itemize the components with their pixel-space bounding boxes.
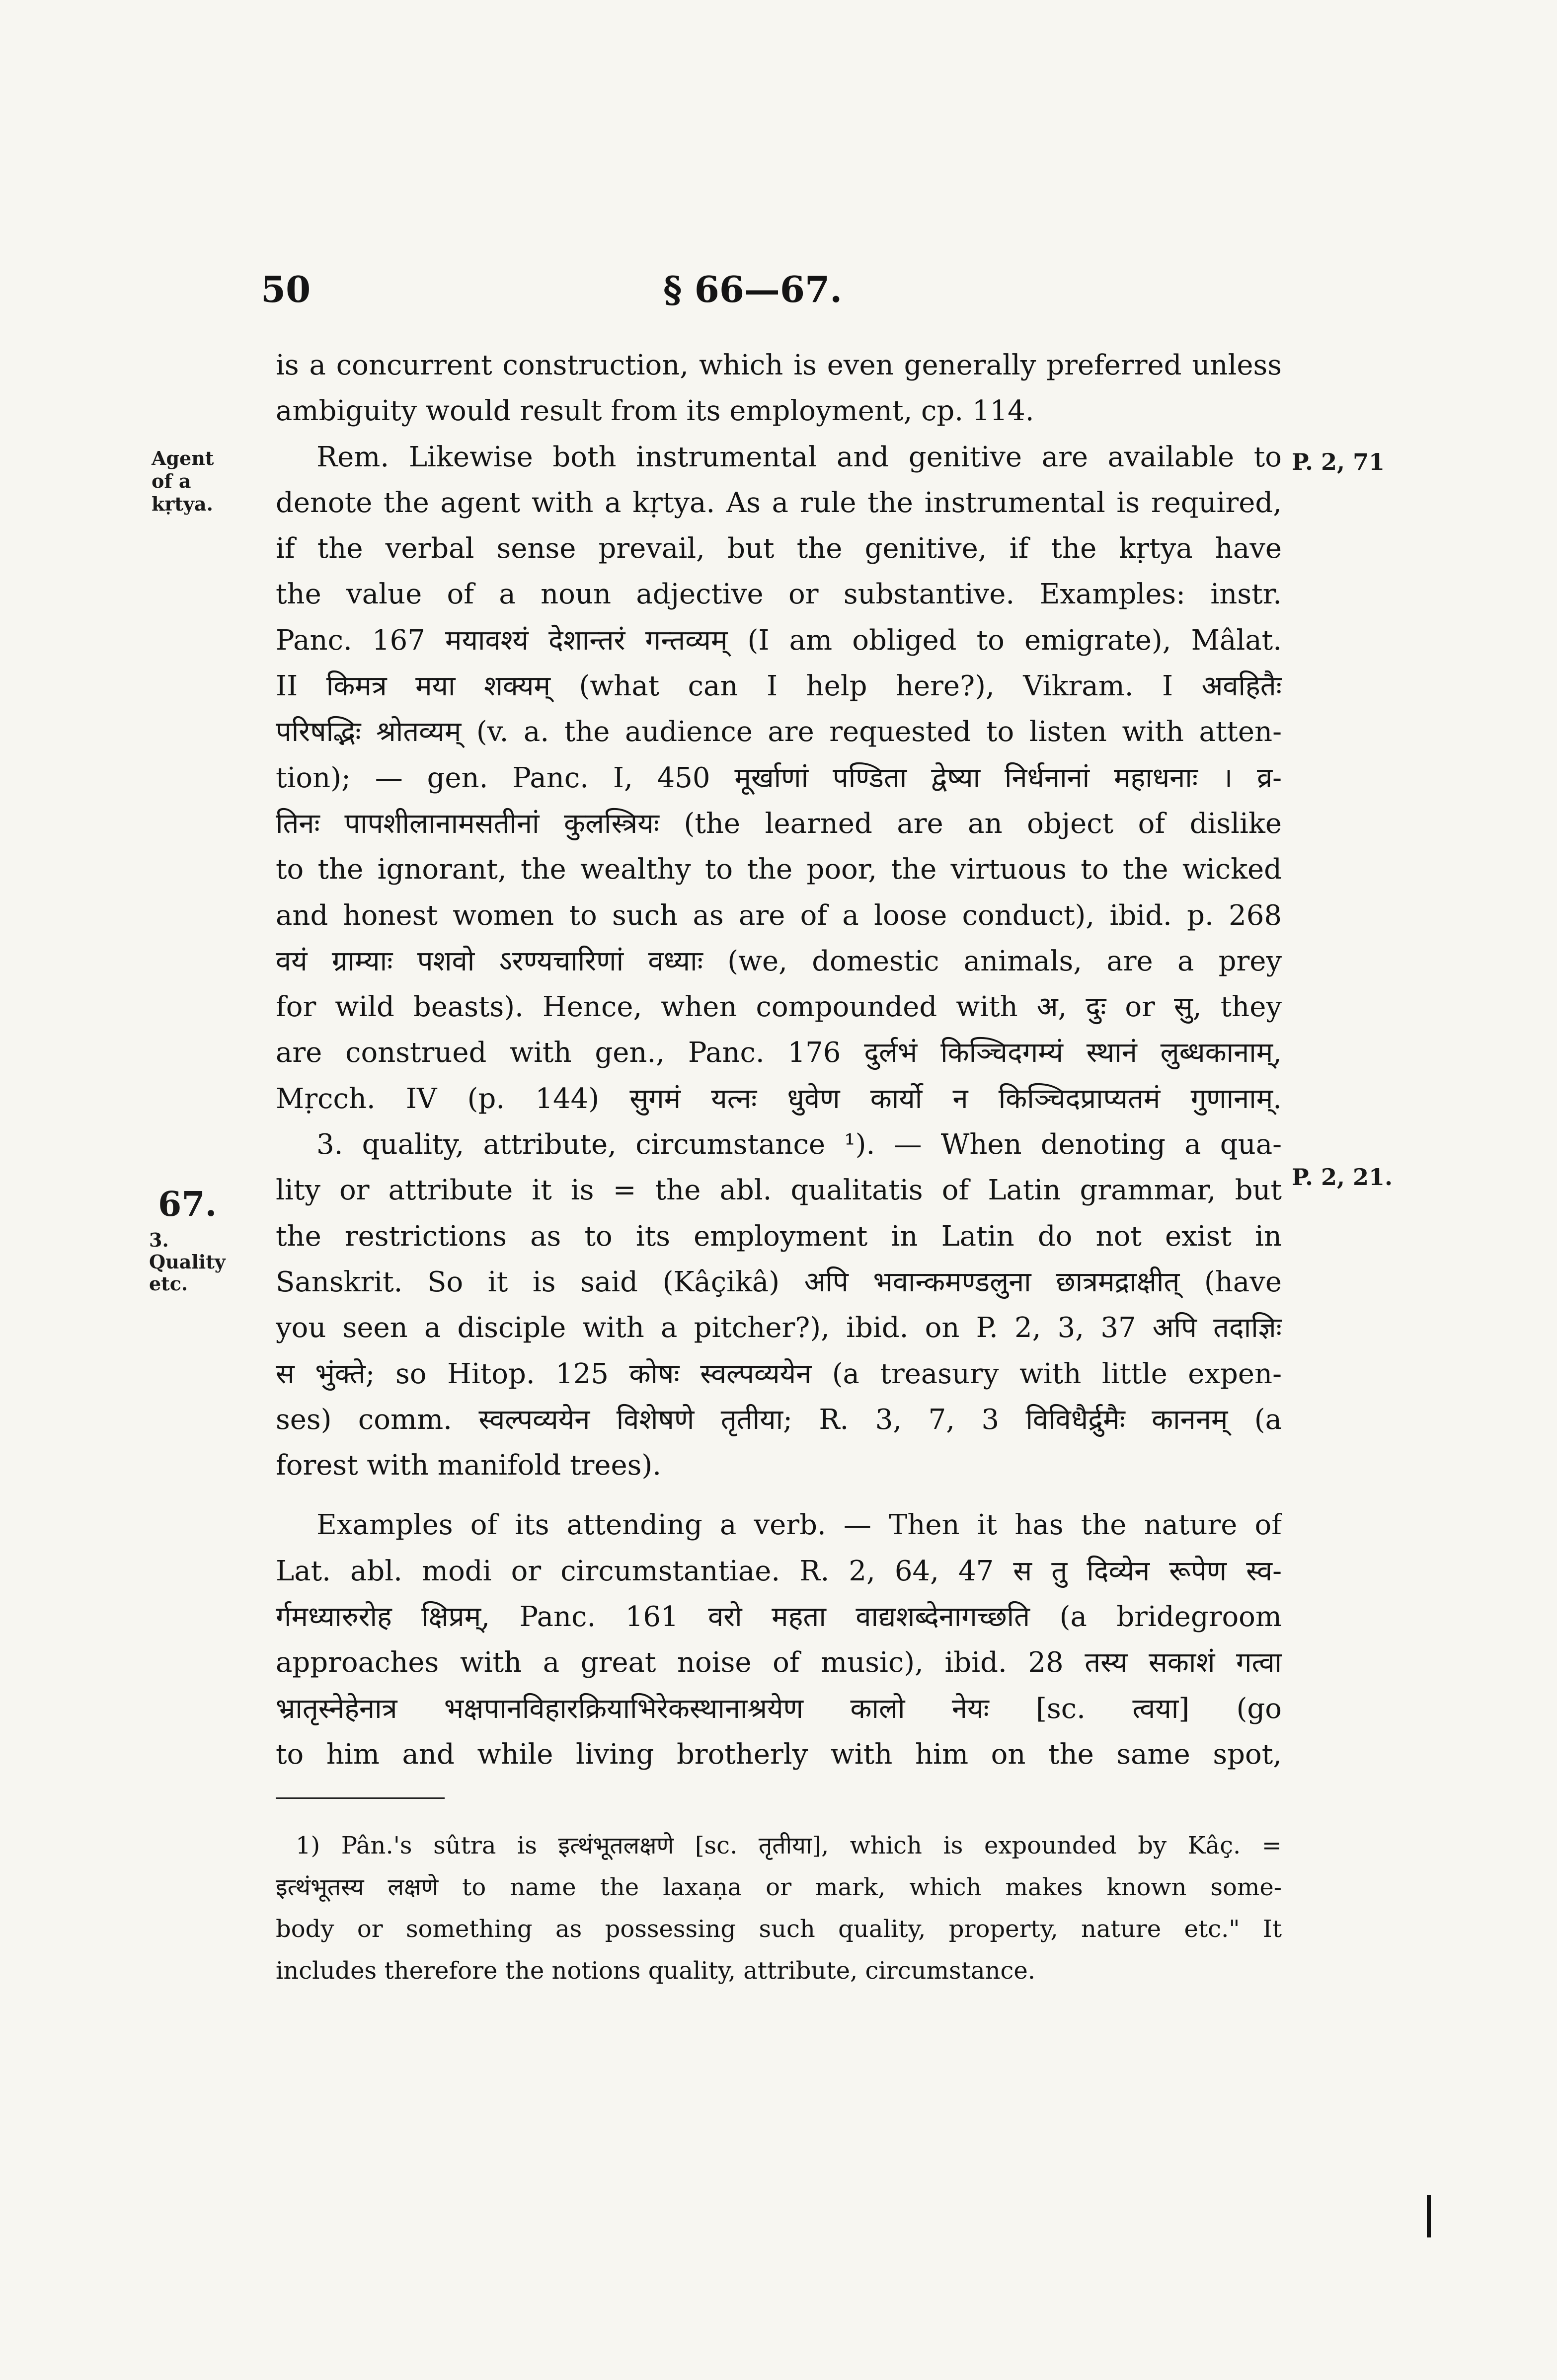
footnote-line: 1) Pân.'s sûtra is इत्थंभूतलक्षणे [sc. तृतीया], which is expounded by Kâç. = — [296, 1832, 1282, 1860]
text-line: is a concurrent construction, which is even generally preferred unless — [276, 349, 1282, 381]
text-line: ses) comm. स्वल्पव्ययेन विशेषणे तृतीया; R. 3, 7, 3 विविधैर्द्रुमैः काननम् (a — [276, 1403, 1282, 1436]
text-line: for wild beasts). Hence, when compounded with अ, दुः or सु, they — [276, 991, 1282, 1024]
scan-artifact-mark — [1427, 2195, 1431, 2237]
text-line: lity or attribute it is = the abl. qualitatis of Latin grammar, but — [276, 1174, 1282, 1207]
footnote-line: body or something as possessing such quality, property, nature etc." It — [276, 1915, 1282, 1943]
page-header — [0, 268, 1557, 318]
text-line: the restrictions as to its employment in Latin do not exist in — [276, 1220, 1282, 1253]
text-line: वयं ग्राम्याः पशवो ऽरण्यचारिणां वध्याः (we, domestic animals, are a prey — [276, 945, 1282, 977]
text-line: Panc. 167 मयावश्यं देशान्तरं गन्तव्यम् (I am obliged to emigrate), Mâlat. — [276, 624, 1282, 657]
text-line: Rem. Likewise both instrumental and genitive are available to — [316, 441, 1282, 473]
text-line: Examples of its attending a verb. — Then it has the nature of — [316, 1509, 1282, 1542]
text-line: तिनः पापशीलानामसतीनां कुलस्त्रियः (the learned are an object of dislike — [276, 807, 1282, 840]
text-line: are construed with gen., Panc. 176 दुर्लभं किञ्चिदगम्यं स्थानं लुब्धकानाम्, — [276, 1037, 1282, 1069]
paragraph-number-67: 67. — [158, 1185, 217, 1224]
footnote — [276, 1825, 1282, 1992]
text-line: ambiguity would result from its employment, cp. 114. — [276, 395, 1034, 428]
footnote-divider — [276, 1797, 445, 1799]
text-line: tion); — gen. Panc. I, 450 मूर्खाणां पण्डिता द्वेष्या निर्धनानां महाधनाः । व्र- — [276, 761, 1282, 794]
text-line: Sanskrit. So it is said (Kâçikâ) अपि भवान्कमण्डलुना छात्रमद्राक्षीत् (have — [276, 1265, 1282, 1298]
text-line: Mṛcch. IV (p. 144) सुगमं यत्नः धुवेण कार्यो न किञ्चिदप्राप्यतमं गुणानाम्. — [276, 1082, 1282, 1115]
margin-ref-panini-2: P. 2, 21. — [1292, 1164, 1393, 1190]
margin-note-quality: 3. Quality etc. — [149, 1229, 226, 1295]
text-line: if the verbal sense prevail, but the genitive, if the kṛtya have — [276, 532, 1282, 565]
margin-ref-panini-1: P. 2, 71 — [1292, 448, 1385, 475]
text-line: the value of a noun adjective or substantive. Examples: instr. — [276, 578, 1282, 611]
margin-note-agent: Agent of a kṛtya. — [152, 447, 214, 515]
footnote-line: इत्थंभूतस्य लक्षणे to name the laxaṇa or mark, which makes known some- — [276, 1873, 1282, 1902]
text-line: II किमत्र मया शक्यम् (what can I help here?), Vikram. I अवहितैः — [276, 670, 1282, 703]
text-line: to him and while living brotherly with him on the same spot, — [276, 1738, 1282, 1771]
text-line: approaches with a great noise of music), ibid. 28 तस्य सकाशं गत्वा — [276, 1646, 1282, 1679]
page-number: 50 — [261, 268, 311, 310]
footnote-line: includes therefore the notions quality, attribute, circumstance. — [276, 1957, 1036, 1985]
text-line: denote the agent with a kṛtya. As a rule the instrumental is required, — [276, 486, 1282, 519]
text-line: you seen a disciple with a pitcher?), ibid. on P. 2, 3, 37 अपि तदाज्ञिः — [276, 1312, 1282, 1344]
text-line: भ्रातृस्नेहेनात्र भक्षपानविहारक्रियाभिरेकस्थानाश्रयेण कालो नेयः [sc. त्वया] (go — [276, 1692, 1282, 1725]
text-line: र्गमध्यारुरोह क्षिप्रम्, Panc. 161 वरो महता वाद्यशब्देनागच्छति (a bridegroom — [276, 1601, 1282, 1634]
text-line: 3. quality, attribute, circumstance ¹). — When denoting a qua- — [316, 1128, 1282, 1161]
section-reference: § 66—67. — [663, 268, 843, 310]
text-line: Lat. abl. modi or circumstantiae. R. 2, 64, 47 स तु दिव्येन रूपेण स्व- — [276, 1555, 1282, 1587]
text-line: to the ignorant, the wealthy to the poor, the virtuous to the wicked — [276, 853, 1282, 886]
text-line: forest with manifold trees). — [276, 1449, 662, 1482]
main-text-column — [276, 343, 1282, 1992]
text-line: स भुंक्ते; so Hitop. 125 कोषः स्वल्पव्ययेन (a treasury with little expen- — [276, 1357, 1282, 1390]
text-line: परिषद्भिः श्रोतव्यम् (v. a. the audience are requested to listen with atten- — [276, 716, 1282, 748]
text-line: and honest women to such as are of a loose conduct), ibid. p. 268 — [276, 899, 1282, 932]
